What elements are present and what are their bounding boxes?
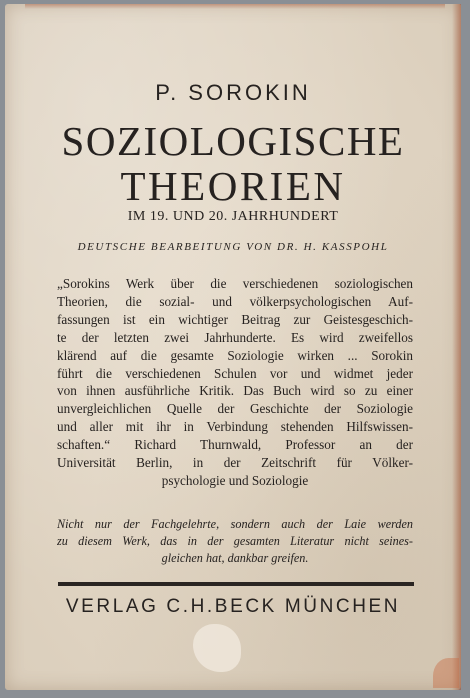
quote-line: fassungen ist ein wichtiger Beitrag zur Geistesgeschich- xyxy=(57,311,413,327)
title-line-2: THEORIEN xyxy=(120,163,346,209)
quote-line: Theorien, die sozial- und völkerpsychologischen Auf- xyxy=(57,293,413,309)
recommendation-note xyxy=(57,516,413,566)
publisher-imprint: VERLAG C.H.BECK MÜNCHEN xyxy=(65,596,401,617)
note-line: gleichen hat, dankbar greifen. xyxy=(161,550,309,565)
review-quote xyxy=(57,275,413,490)
paper-tear xyxy=(193,624,241,672)
author-name: P. SOROKIN xyxy=(155,80,311,105)
divider-rule xyxy=(58,582,414,586)
quote-line: psychologie und Soziologie xyxy=(161,472,309,488)
quote-line: von ihnen ausführliche Kritik. Das Buch wird so zu einer xyxy=(57,383,413,399)
quote-line: unvergleichlichen Quelle der Geschichte der Soziologie xyxy=(57,401,413,417)
corner-stain xyxy=(433,658,459,688)
editor-credit: DEUTSCHE BEARBEITUNG VON DR. H. KASSPOHL xyxy=(77,241,389,253)
title-line-1: SOZIOLOGISCHE xyxy=(61,118,405,164)
quote-line: klärend auf die gesamte Soziologie wirken ... Sorokin xyxy=(57,347,413,363)
quote-line: schaften.“ Richard Thurnwald, Professor an der xyxy=(57,437,413,453)
subtitle: IM 19. UND 20. JAHRHUNDERT xyxy=(127,209,339,224)
quote-line: „Sorokins Werk über die verschiedenen soziologischen xyxy=(57,276,413,291)
note-line: zu diesem Werk, das in der gesamten Literatur nicht seines- xyxy=(57,533,413,548)
book-cover xyxy=(5,4,461,690)
note-line: Nicht nur der Fachgelehrte, sondern auch der Laie werden xyxy=(57,517,413,531)
quote-line: führt die verschiedenen Schulen vor und widmet jeder xyxy=(57,365,413,381)
spine-edge-stain xyxy=(452,4,461,690)
quote-line: Universität Berlin, in der Zeitschrift für Völker- xyxy=(57,455,413,471)
quote-line: te der letzten zwei Jahrhunderte. Es wird zweifellos xyxy=(57,329,413,345)
top-edge-stain xyxy=(25,4,445,9)
quote-line: und aller mit ihr in Verbindung stehenden Hilfswissen- xyxy=(57,419,413,435)
